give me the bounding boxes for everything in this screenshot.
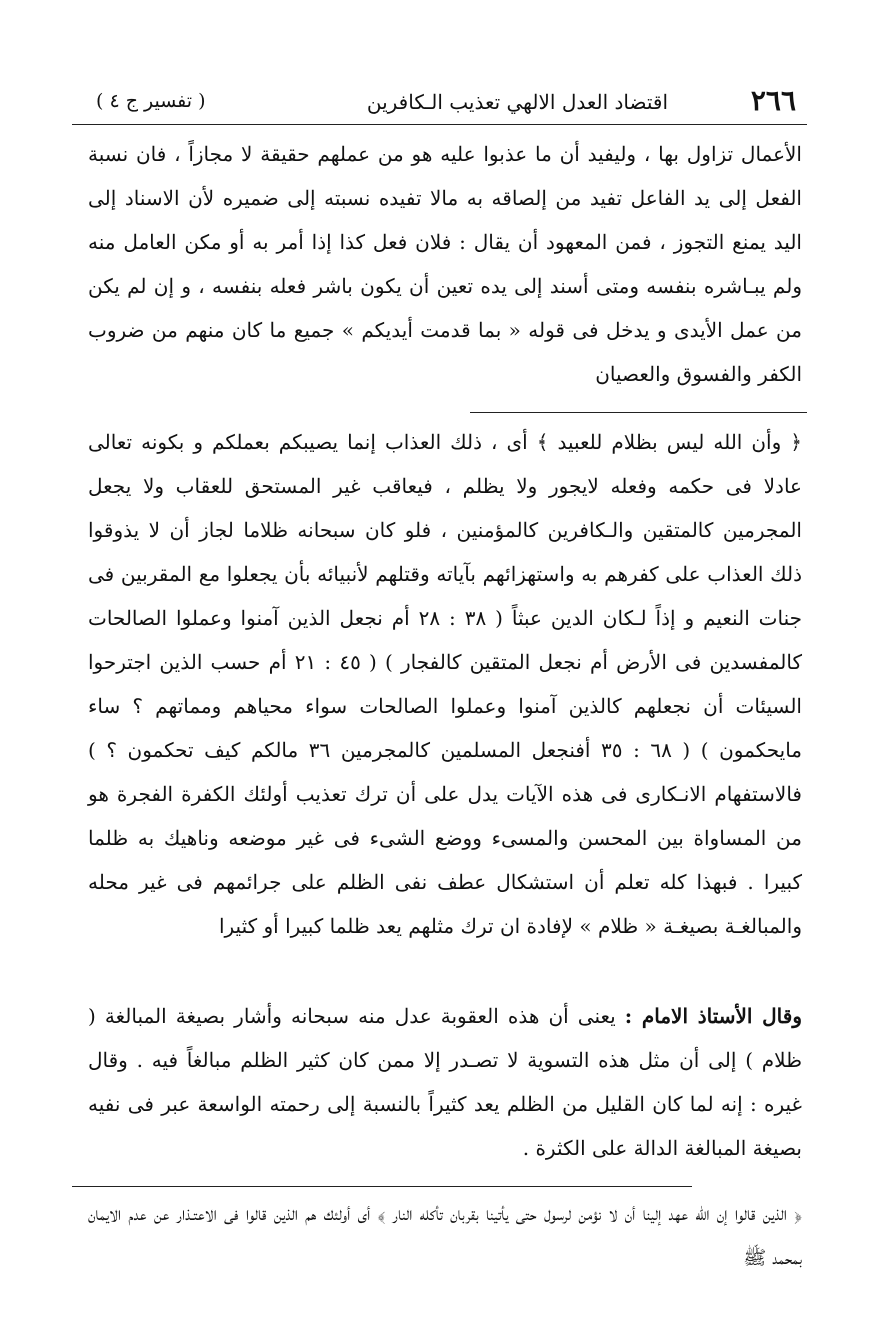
- section-divider: [470, 412, 807, 413]
- paragraph-3: [88, 994, 802, 1170]
- header-rule: [72, 124, 807, 125]
- paragraph-1: الأعمال تزاول بها ، وليفيد أن ما عذبوا عليه هو من عملهم حقيقة لا مجازاً ، فان نسبة الفعل إلى يد الفاعل تفيد من إلصاقه به مالا تفيده نسبته إلى ضميره لأن الاسناد إلى اليد يمنع التجوز ، فمن المعهود أن يقال : فلان فعل كذا إذا أمر به أو مكن العامل منه ولم يبـاشره بنفسه ومتى أسند إلى يده تعين أن يكون باشر فعله بنفسه ، و إن لم يكن من عمل الأيدى و يدخل فى قوله « بما قدمت أيديكم » جميع ما كان منهم من ضروب الكفر والفسوق والعصيان: [88, 142, 802, 386]
- footnote-rule: [72, 1186, 692, 1187]
- paragraph-3-lead: وقال الأستاذ الامام :: [624, 1004, 802, 1028]
- running-title: اقتضاد العدل الالهي تعذيب الـكافرين: [366, 90, 668, 114]
- paragraph-2: ﴿ وأن الله ليس بظلام للعبيد ﴾ أى ، ذلك العذاب إنما يصيبكم بعملكم و بكونه تعالى عادلا فى حكمه وفعله لايجور ولا يظلم ، فيعاقب غير المستحق للعقاب ولا يجعل المجرمين كالمتقين والـكافرين كالمؤمنين ، فلو كان سبحانه ظلاما لجاز أن لا يذوقوا ذلك العذاب على كفرهم به واستهزائهم بآياته وقتلهم لأنبيائه بأن يجعلوا مع المقربين فى جنات النعيم و إذاً لـكان الدين عبثاً ( ٣٨ : ٢٨ أم نجعل الذين آمنوا وعملوا الصالحات كالمفسدين فى الأرض أم نجعل المتقين كالفجار ) ( ٤٥ : ٢١ أم حسب الذين اجترحوا السيئات أن نجعلهم كالذين آمنوا وعملوا الصالحات سواء محياهم ومماتهم ؟ ساء مايحكمون ) ( ٦٨ : ٣٥ أفنجعل المسلمين كالمجرمين ٣٦ مالكم كيف تحكمون ؟ ) فالاستفهام الانـكارى فى هذه الآيات يدل على أن ترك تعذيب أولئك الكفرة الفجرة هو من المساواة بين المحسن والمسىء ووضع الشىء فى غير موضعه وناهيك به ظلما كبيرا . فبهذا كله تعلم أن استشكال عطف نفى الظلم على جرائمهم فى غير محله والمبالغـة بصيغـة « ظلام » لإفادة ان ترك مثلهم يعد ظلما كبيرا أو كثيرا: [88, 430, 803, 938]
- page-header: [96, 84, 796, 118]
- volume-reference: ( تفسير ج ٤ ): [96, 90, 206, 112]
- page-number: ٢٦٦: [750, 84, 796, 117]
- footnote-paragraph: ﴿ الذين قالوا إن الله عهد إلينا أن لا نؤمن لرسول حتى يأتينا بقربان تأكله النار ﴾ أى أولئك هم الذين قالوا فى الاعتـذار عن عدم الايمان بمحمد ﷺ: [88, 1203, 802, 1269]
- paragraph-3-text: يعنى أن هذه العقوبة عدل منه سبحانه وأشار بصيغة المبالغة ( ظلام ) إلى أن مثل هذه التسوية لا تصـدر إلا ممن كان كثير الظلم مبالغاً فيه . وقال غيره : إنه لما كان القليل من الظلم يعد كثيراً بالنسبة إلى رحمته الواسعة عبر فى نفيه بصيغة المبالغة الدالة على الكثرة .: [88, 1004, 802, 1160]
